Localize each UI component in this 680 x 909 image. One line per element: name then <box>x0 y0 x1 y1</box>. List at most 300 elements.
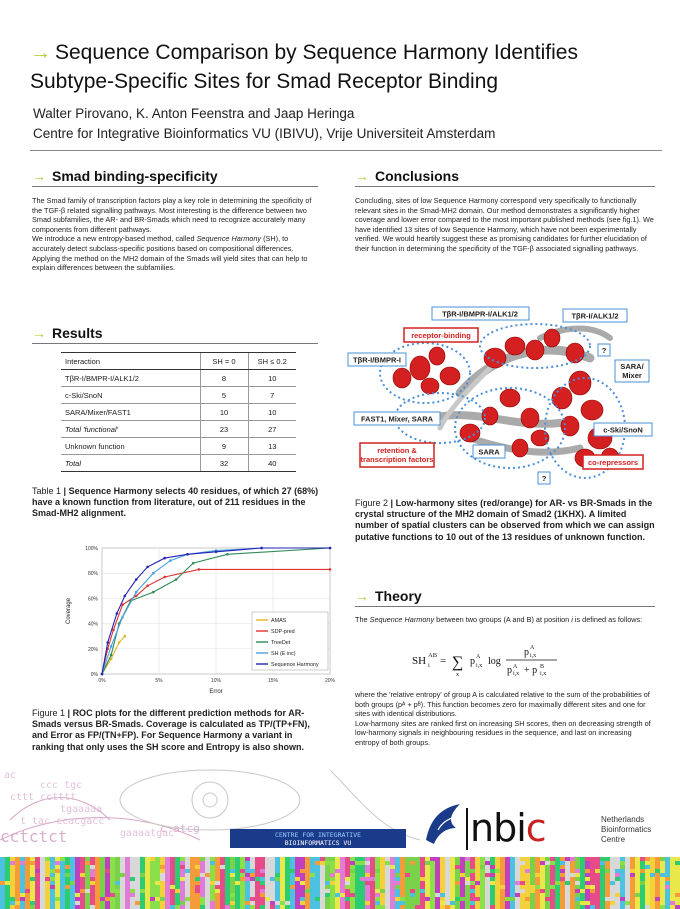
alignment-cell <box>110 857 115 861</box>
alignment-cell <box>545 873 550 877</box>
alignment-cell <box>510 881 515 885</box>
alignment-cell <box>640 889 645 893</box>
alignment-cell <box>310 861 315 865</box>
alignment-cell <box>645 877 650 881</box>
alignment-cell <box>515 885 520 889</box>
section-underline <box>355 606 655 607</box>
arrow-icon: → <box>32 325 46 341</box>
alignment-cell <box>330 873 335 877</box>
alignment-cell <box>410 861 415 865</box>
alignment-cell <box>150 877 155 881</box>
alignment-cell <box>545 893 550 897</box>
alignment-cell <box>120 873 125 877</box>
alignment-cell <box>270 857 275 861</box>
alignment-cell <box>180 861 185 865</box>
alignment-cell <box>675 877 680 881</box>
alignment-cell <box>585 873 590 877</box>
alignment-cell <box>320 865 325 869</box>
alignment-cell <box>360 885 365 889</box>
alignment-cell <box>165 873 170 877</box>
alignment-cell <box>520 885 525 889</box>
alignment-cell <box>275 857 280 861</box>
alignment-cell <box>80 885 85 889</box>
alignment-cell <box>325 857 330 861</box>
alignment-cell <box>255 857 260 861</box>
alignment-cell <box>85 893 90 897</box>
alignment-cell <box>60 893 65 897</box>
alignment-cell <box>470 877 475 881</box>
alignment-cell <box>55 873 60 877</box>
alignment-cell <box>585 893 590 897</box>
alignment-cell <box>140 905 145 909</box>
alignment-cell <box>265 873 270 877</box>
alignment-cell <box>485 865 490 869</box>
label-ski <box>594 423 652 436</box>
alignment-cell <box>170 881 175 885</box>
alignment-cell <box>485 889 490 893</box>
alignment-cell <box>210 901 215 905</box>
alignment-cell <box>290 865 295 869</box>
alignment-cell <box>520 893 525 897</box>
alignment-cell <box>610 897 615 901</box>
alignment-cell <box>300 857 305 861</box>
alignment-cell <box>455 877 460 881</box>
alignment-cell <box>395 857 400 861</box>
alignment-cell <box>120 881 125 885</box>
alignment-cell <box>380 865 385 869</box>
alignment-cell <box>235 893 240 897</box>
alignment-cell <box>185 901 190 905</box>
alignment-cell <box>565 873 570 877</box>
alignment-cell <box>325 889 330 893</box>
alignment-cell <box>590 897 595 901</box>
alignment-cell <box>590 877 595 881</box>
alignment-cell <box>140 897 145 901</box>
alignment-cell <box>175 857 180 861</box>
alignment-cell <box>90 901 95 905</box>
alignment-cell <box>150 865 155 869</box>
alignment-cell <box>5 881 10 885</box>
alignment-cell <box>410 889 415 893</box>
alignment-cell <box>270 869 275 873</box>
alignment-cell <box>120 893 125 897</box>
alignment-cell <box>515 901 520 905</box>
alignment-cell <box>630 893 635 897</box>
alignment-cell <box>295 873 300 877</box>
data-point <box>152 572 155 575</box>
alignment-cell <box>265 869 270 873</box>
alignment-cell <box>290 889 295 893</box>
alignment-cell <box>660 861 665 865</box>
alignment-cell <box>45 861 50 865</box>
alignment-cell <box>385 865 390 869</box>
alignment-cell <box>675 893 680 897</box>
alignment-cell <box>55 857 60 861</box>
alignment-cell <box>260 873 265 877</box>
alignment-cell <box>565 897 570 901</box>
alignment-cell <box>330 889 335 893</box>
alignment-cell <box>95 881 100 885</box>
alignment-cell <box>235 905 240 909</box>
data-point <box>124 635 127 638</box>
alignment-cell <box>465 885 470 889</box>
alignment-cell <box>245 901 250 905</box>
alignment-cell <box>320 905 325 909</box>
alignment-cell <box>390 873 395 877</box>
alignment-cell <box>335 861 340 865</box>
alignment-cell <box>25 881 30 885</box>
protein-caption: Figure 2 | Low-harmony sites (red/orange) for AR- vs BR-Smads in the crystal structure of the MH2 domain of Smad2 (1KHX). A limited number of spatial clusters can be observed from which we can assign putative functions to 10 out of the 13 residues of unknown function. <box>355 498 655 542</box>
alignment-cell <box>125 893 130 897</box>
alignment-cell <box>215 861 220 865</box>
alignment-cell <box>540 873 545 877</box>
alignment-cell <box>605 857 610 861</box>
alignment-cell <box>295 865 300 869</box>
alignment-cell <box>555 873 560 877</box>
alignment-cell <box>475 885 480 889</box>
alignment-cell <box>405 885 410 889</box>
alignment-cell <box>120 861 125 865</box>
alignment-cell <box>430 881 435 885</box>
alignment-cell <box>255 877 260 881</box>
alignment-cell <box>550 857 555 861</box>
alignment-cell <box>165 901 170 905</box>
label-co-repressors <box>583 455 643 469</box>
alignment-cell <box>630 873 635 877</box>
alignment-cell <box>555 857 560 861</box>
alignment-cell <box>520 873 525 877</box>
data-point <box>152 591 155 594</box>
alignment-cell <box>605 893 610 897</box>
alignment-cell <box>280 857 285 861</box>
y-tick-label: 100% <box>85 546 98 552</box>
alignment-cell <box>435 901 440 905</box>
alignment-cell <box>660 893 665 897</box>
alignment-cell <box>640 881 645 885</box>
alignment-cell <box>330 865 335 869</box>
alignment-cell <box>440 861 445 865</box>
alignment-cell <box>185 885 190 889</box>
alignment-cell <box>40 889 45 893</box>
alignment-cell <box>395 901 400 905</box>
alignment-cell <box>285 873 290 877</box>
alignment-cell <box>20 885 25 889</box>
alignment-cell <box>235 885 240 889</box>
alignment-cell <box>410 881 415 885</box>
alignment-cell <box>450 881 455 885</box>
alignment-cell <box>105 861 110 865</box>
alignment-cell <box>470 873 475 877</box>
alignment-cell <box>205 873 210 877</box>
alignment-cell <box>300 897 305 901</box>
alignment-cell <box>350 893 355 897</box>
alignment-cell <box>15 857 20 861</box>
alignment-cell <box>320 901 325 905</box>
alignment-cell <box>90 885 95 889</box>
nbic-tagline: Netherlands Bioinformatics Centre <box>601 815 652 844</box>
alignment-cell <box>120 865 125 869</box>
alignment-cell <box>340 873 345 877</box>
alignment-cell <box>595 873 600 877</box>
alignment-cell <box>180 873 185 877</box>
alignment-cell <box>635 905 640 909</box>
alignment-cell <box>95 857 100 861</box>
legend-label: AMAS <box>271 618 287 624</box>
protein-structure-figure <box>340 298 658 490</box>
alignment-cell <box>600 873 605 877</box>
alignment-cell <box>285 893 290 897</box>
alignment-cell <box>160 901 165 905</box>
alignment-cell <box>435 865 440 869</box>
alignment-cell <box>615 901 620 905</box>
alignment-cell <box>530 881 535 885</box>
alignment-cell <box>660 873 665 877</box>
alignment-cell <box>35 885 40 889</box>
table-row: Total 32 40 <box>61 455 296 472</box>
y-tick-label: 80% <box>87 571 98 578</box>
alignment-cell <box>165 885 170 889</box>
vu-griffin-logo <box>420 800 466 846</box>
alignment-cell <box>365 881 370 885</box>
alignment-cell <box>595 861 600 865</box>
alignment-cell <box>10 905 15 909</box>
alignment-cell <box>420 861 425 865</box>
alignment-cell <box>295 861 300 865</box>
alignment-cell <box>50 885 55 889</box>
alignment-cell <box>615 861 620 865</box>
alignment-cell <box>370 885 375 889</box>
arrow-icon: → <box>355 168 369 184</box>
alignment-cell <box>125 873 130 877</box>
alignment-cell <box>170 893 175 897</box>
alignment-cell <box>200 885 205 889</box>
alignment-cell <box>30 905 35 909</box>
alignment-cell <box>100 861 105 865</box>
alignment-cell <box>380 873 385 877</box>
alignment-cell <box>385 901 390 905</box>
alignment-cell <box>645 857 650 861</box>
alignment-cell <box>285 889 290 893</box>
alignment-cell <box>225 889 230 893</box>
svg-text:t tac ccacgacc: t tac ccacgacc <box>20 816 105 827</box>
alignment-cell <box>100 889 105 893</box>
alignment-cell <box>320 885 325 889</box>
alignment-cell <box>460 897 465 901</box>
sequence-harmony-formula <box>412 640 582 682</box>
alignment-cell <box>605 897 610 901</box>
alignment-cell <box>390 881 395 885</box>
alignment-cell <box>500 901 505 905</box>
alignment-cell <box>340 889 345 893</box>
alignment-cell <box>200 865 205 869</box>
alignment-cell <box>10 865 15 869</box>
alignment-cell <box>135 905 140 909</box>
alignment-cell <box>450 905 455 909</box>
alignment-cell <box>490 905 495 909</box>
alignment-cell <box>590 865 595 869</box>
alignment-cell <box>95 873 100 877</box>
alignment-cell <box>630 901 635 905</box>
alignment-cell <box>65 865 70 869</box>
alignment-cell <box>515 881 520 885</box>
alignment-cell <box>600 885 605 889</box>
alignment-cell <box>660 877 665 881</box>
alignment-cell <box>510 873 515 877</box>
alignment-cell <box>115 893 120 897</box>
alignment-cell <box>400 901 405 905</box>
alignment-cell <box>510 877 515 881</box>
alignment-cell <box>595 893 600 897</box>
alignment-cell <box>130 905 135 909</box>
alignment-cell <box>500 897 505 901</box>
alignment-cell <box>50 865 55 869</box>
alignment-cell <box>230 857 235 861</box>
alignment-cell <box>505 889 510 893</box>
alignment-cell <box>290 901 295 905</box>
alignment-cell <box>30 873 35 877</box>
alignment-cell <box>390 865 395 869</box>
label-question-1 <box>598 344 610 356</box>
alignment-cell <box>380 885 385 889</box>
alignment-cell <box>605 869 610 873</box>
alignment-cell <box>615 869 620 873</box>
alignment-cell <box>160 881 165 885</box>
alignment-cell <box>560 901 565 905</box>
alignment-cell <box>185 905 190 909</box>
alignment-cell <box>230 893 235 897</box>
alignment-cell <box>435 893 440 897</box>
alignment-cell <box>380 889 385 893</box>
alignment-cell <box>130 893 135 897</box>
alignment-cell <box>70 893 75 897</box>
alignment-cell <box>610 885 615 889</box>
svg-text:c-Ski/SnoN: c-Ski/SnoN <box>603 425 643 435</box>
alignment-cell <box>60 897 65 901</box>
alignment-cell <box>385 869 390 873</box>
alignment-cell <box>510 897 515 901</box>
alignment-cell <box>30 857 35 861</box>
alignment-cell <box>560 893 565 897</box>
alignment-cell <box>55 889 60 893</box>
alignment-cell <box>245 881 250 885</box>
alignment-cell <box>30 901 35 905</box>
alignment-cell <box>210 885 215 889</box>
alignment-cell <box>255 897 260 901</box>
alignment-cell <box>480 881 485 885</box>
alignment-cell <box>460 881 465 885</box>
alignment-cell <box>245 861 250 865</box>
alignment-cell <box>205 901 210 905</box>
alignment-cell <box>450 857 455 861</box>
alignment-cell <box>290 881 295 885</box>
alignment-cell <box>480 873 485 877</box>
data-point <box>116 612 119 615</box>
alignment-cell <box>590 889 595 893</box>
y-tick-label: 0% <box>90 672 98 678</box>
alignment-cell <box>5 901 10 905</box>
alignment-cell <box>495 873 500 877</box>
alignment-cell <box>90 865 95 869</box>
alignment-cell <box>310 889 315 893</box>
alignment-cell <box>280 865 285 869</box>
alignment-cell <box>535 881 540 885</box>
alignment-cell <box>115 877 120 881</box>
alignment-cell <box>515 897 520 901</box>
alignment-cell <box>595 881 600 885</box>
alignment-cell <box>460 869 465 873</box>
alignment-cell <box>515 869 520 873</box>
alignment-cell <box>220 857 225 861</box>
alignment-cell <box>210 873 215 877</box>
alignment-cell <box>620 889 625 893</box>
alignment-cell <box>410 893 415 897</box>
alignment-cell <box>190 877 195 881</box>
alignment-cell <box>620 873 625 877</box>
alignment-cell <box>295 889 300 893</box>
alignment-cell <box>525 857 530 861</box>
alignment-cell <box>610 865 615 869</box>
alignment-cell <box>565 889 570 893</box>
alignment-cell <box>380 877 385 881</box>
alignment-cell <box>365 905 370 909</box>
alignment-cell <box>530 861 535 865</box>
alignment-cell <box>45 897 50 901</box>
alignment-cell <box>75 869 80 873</box>
alignment-cell <box>655 857 660 861</box>
alignment-cell <box>360 893 365 897</box>
poster-title <box>30 38 670 96</box>
alignment-cell <box>330 857 335 861</box>
table-caption: Table 1 | Sequence Harmony selects 40 residues, of which 27 (68%) have a known function from literature, out of 211 residues in the Smad-MH2 alignment. <box>32 486 319 519</box>
alignment-cell <box>465 881 470 885</box>
alignment-cell <box>200 873 205 877</box>
alignment-cell <box>140 885 145 889</box>
alignment-cell <box>550 861 555 865</box>
alignment-cell <box>575 893 580 897</box>
alignment-cell <box>455 857 460 861</box>
alignment-cell <box>195 861 200 865</box>
alignment-cell <box>380 881 385 885</box>
alignment-cell <box>195 905 200 909</box>
alignment-cell <box>445 897 450 901</box>
alignment-cell <box>615 885 620 889</box>
alignment-cell <box>635 865 640 869</box>
alignment-cell <box>315 889 320 893</box>
alignment-cell <box>620 901 625 905</box>
alignment-cell <box>0 877 5 881</box>
svg-text:retention &: retention & <box>377 446 417 455</box>
svg-text:FAST1, Mixer, SARA: FAST1, Mixer, SARA <box>360 414 434 424</box>
label-fast <box>354 412 440 425</box>
alignment-cell <box>215 857 220 861</box>
alignment-cell <box>670 877 675 881</box>
alignment-cell <box>545 865 550 869</box>
y-tick-label: 40% <box>87 621 98 628</box>
alignment-cell <box>250 881 255 885</box>
alignment-cell <box>35 893 40 897</box>
alignment-cell <box>485 885 490 889</box>
alignment-cell <box>310 877 315 881</box>
alignment-cell <box>420 865 425 869</box>
alignment-cell <box>350 905 355 909</box>
alignment-cell <box>600 881 605 885</box>
alignment-cell <box>625 861 630 865</box>
alignment-cell <box>600 861 605 865</box>
alignment-cell <box>100 877 105 881</box>
alignment-cell <box>365 857 370 861</box>
alignment-cell <box>395 905 400 909</box>
alignment-cell <box>220 901 225 905</box>
